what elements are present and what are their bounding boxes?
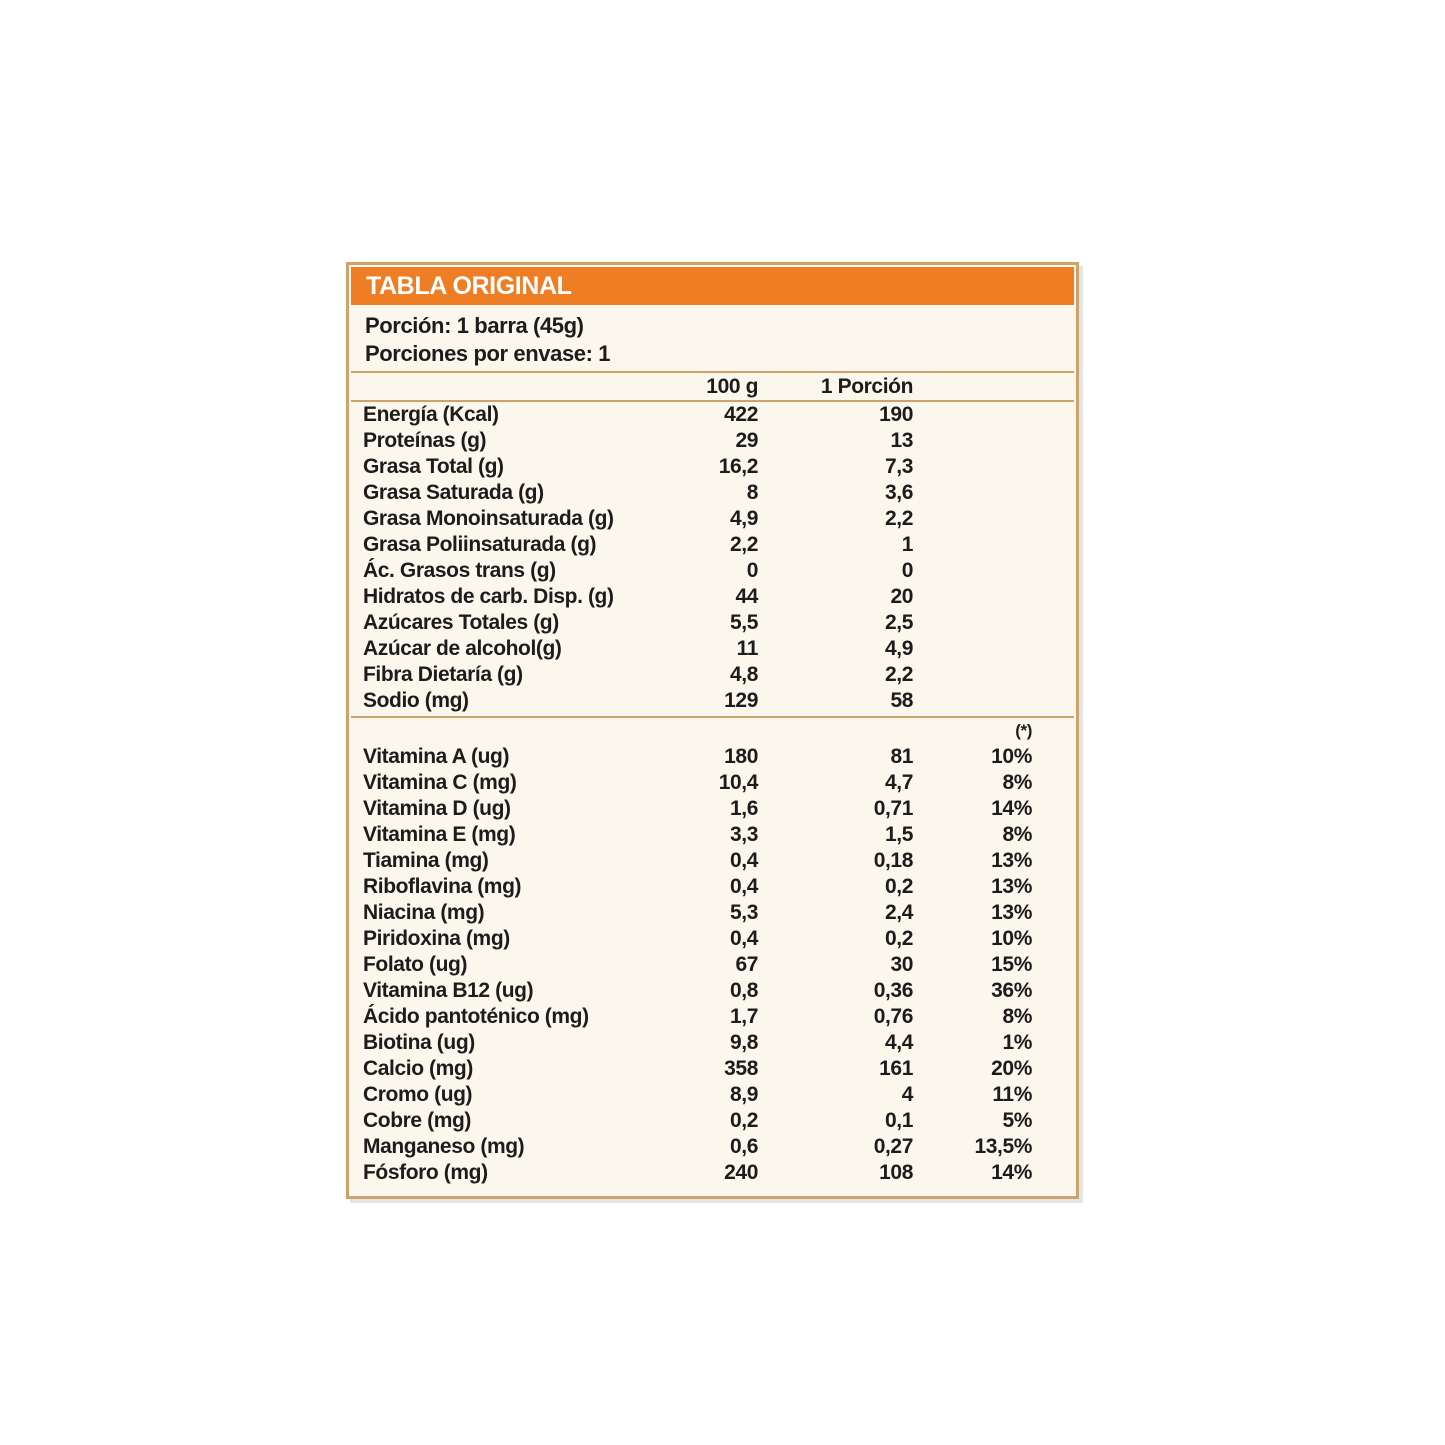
row-value-porcion: 1	[901, 533, 913, 556]
row-label: Riboflavina (mg)	[363, 875, 522, 898]
table-row	[351, 952, 1074, 978]
row-value-porcion: 20	[890, 585, 913, 608]
row-value-100g: 44	[735, 585, 758, 608]
daily-value-marker: (*)	[1015, 721, 1032, 740]
daily-value-marker-row	[351, 718, 1074, 744]
row-value-porcion: 0,27	[873, 1135, 913, 1158]
table-row	[351, 454, 1074, 480]
table-row	[351, 506, 1074, 532]
row-value-100g: 5,3	[730, 901, 758, 924]
row-value-pct: 13,5%	[974, 1135, 1032, 1158]
row-value-100g: 180	[724, 745, 758, 768]
row-value-porcion: 2,2	[885, 663, 913, 686]
row-label: Proteínas (g)	[363, 429, 487, 452]
row-label: Grasa Monoinsaturada (g)	[363, 507, 614, 530]
row-value-pct: 14%	[991, 797, 1032, 820]
row-value-porcion: 7,3	[885, 455, 913, 478]
row-value-pct: 14%	[991, 1161, 1032, 1184]
row-value-porcion: 13	[890, 429, 913, 452]
row-label: Vitamina B12 (ug)	[363, 979, 534, 1002]
row-value-porcion: 190	[879, 403, 913, 426]
table-row	[351, 662, 1074, 688]
row-label: Folato (ug)	[363, 953, 468, 976]
table-row	[351, 1056, 1074, 1082]
row-value-porcion: 4	[901, 1083, 913, 1106]
row-value-100g: 10,4	[718, 771, 758, 794]
row-label: Grasa Poliinsaturada (g)	[363, 533, 597, 556]
row-label: Ácido pantoténico (mg)	[363, 1005, 589, 1028]
row-value-porcion: 1,5	[885, 823, 913, 846]
servings-per-pack-line	[365, 340, 1074, 368]
row-value-100g: 0	[746, 559, 758, 582]
row-value-pct: 36%	[991, 979, 1032, 1002]
row-label: Hidratos de carb. Disp. (g)	[363, 585, 614, 608]
row-value-porcion: 0,36	[873, 979, 913, 1002]
row-value-pct: 8%	[1002, 823, 1032, 846]
row-label: Tiamina (mg)	[363, 849, 489, 872]
table-row	[351, 900, 1074, 926]
row-value-porcion: 0,76	[873, 1005, 913, 1028]
row-value-porcion: 0,71	[873, 797, 913, 820]
row-value-100g: 0,4	[730, 875, 758, 898]
row-value-100g: 129	[724, 689, 758, 712]
column-header-row	[351, 371, 1074, 402]
table-row	[351, 822, 1074, 848]
row-label: Biotina (ug)	[363, 1031, 475, 1054]
table-row	[351, 688, 1074, 714]
table-row	[351, 978, 1074, 1004]
table-row	[351, 926, 1074, 952]
row-value-100g: 1,6	[730, 797, 758, 820]
row-value-pct: 13%	[991, 901, 1032, 924]
row-value-porcion: 0,18	[873, 849, 913, 872]
row-value-porcion: 30	[890, 953, 913, 976]
row-value-100g: 0,4	[730, 927, 758, 950]
servings-per-pack-value: 1	[598, 341, 611, 366]
serving-size-value: 1 barra (45g)	[456, 313, 584, 338]
row-label: Ác. Grasos trans (g)	[363, 559, 556, 582]
row-value-100g: 0,4	[730, 849, 758, 872]
row-label: Vitamina E (mg)	[363, 823, 516, 846]
table-row	[351, 874, 1074, 900]
row-value-porcion: 2,4	[885, 901, 913, 924]
micronutrient-rows-section	[351, 744, 1074, 1186]
row-value-pct: 11%	[992, 1083, 1032, 1106]
row-value-porcion: 2,2	[885, 507, 913, 530]
row-value-100g: 358	[724, 1057, 758, 1080]
row-value-porcion: 81	[890, 745, 913, 768]
row-value-100g: 8,9	[730, 1083, 758, 1106]
row-value-100g: 8	[746, 481, 758, 504]
row-value-100g: 67	[735, 953, 758, 976]
table-row	[351, 796, 1074, 822]
row-label: Cromo (ug)	[363, 1083, 473, 1106]
table-row	[351, 770, 1074, 796]
row-value-100g: 2,2	[730, 533, 758, 556]
row-label: Calcio (mg)	[363, 1057, 473, 1080]
row-value-pct: 5%	[1002, 1109, 1032, 1132]
row-value-100g: 5,5	[730, 611, 758, 634]
table-row	[351, 532, 1074, 558]
row-label: Grasa Saturada (g)	[363, 481, 544, 504]
row-value-100g: 4,9	[730, 507, 758, 530]
row-value-porcion: 0,1	[885, 1109, 913, 1132]
row-label: Grasa Total (g)	[363, 455, 504, 478]
table-row	[351, 428, 1074, 454]
table-row	[351, 402, 1074, 428]
servings-per-pack-label: Porciones por envase:	[365, 341, 593, 366]
table-row	[351, 480, 1074, 506]
table-row	[351, 1108, 1074, 1134]
row-value-porcion: 2,5	[885, 611, 913, 634]
row-value-pct: 13%	[991, 849, 1032, 872]
row-value-porcion: 4,9	[885, 637, 913, 660]
table-row	[351, 636, 1074, 662]
row-label: Azúcares Totales (g)	[363, 611, 559, 634]
table-row	[351, 1004, 1074, 1030]
row-value-porcion: 58	[890, 689, 913, 712]
row-value-pct: 8%	[1002, 771, 1032, 794]
table-title-bar	[351, 267, 1074, 305]
column-header-porcion: 1 Porción	[820, 374, 913, 398]
serving-size-line	[365, 312, 1074, 340]
row-value-pct: 1%	[1002, 1031, 1032, 1054]
row-label: Fibra Dietaría (g)	[363, 663, 523, 686]
row-value-100g: 1,7	[730, 1005, 758, 1028]
row-value-porcion: 161	[879, 1057, 913, 1080]
row-label: Fósforo (mg)	[363, 1161, 488, 1184]
table-row	[351, 1134, 1074, 1160]
row-value-100g: 29	[735, 429, 758, 452]
table-row	[351, 610, 1074, 636]
table-row	[351, 558, 1074, 584]
table-row	[351, 848, 1074, 874]
row-value-100g: 422	[724, 403, 758, 426]
table-row	[351, 584, 1074, 610]
column-header-100g: 100 g	[706, 374, 758, 398]
row-value-porcion: 3,6	[885, 481, 913, 504]
table-row	[351, 1160, 1074, 1186]
row-value-porcion: 4,7	[885, 771, 913, 794]
table-row	[351, 744, 1074, 770]
nutrition-facts-table	[346, 262, 1079, 1199]
serving-info-section	[351, 305, 1074, 371]
row-value-porcion: 108	[879, 1161, 913, 1184]
row-value-pct: 15%	[991, 953, 1032, 976]
row-label: Vitamina C (mg)	[363, 771, 517, 794]
row-value-100g: 16,2	[718, 455, 758, 478]
row-value-pct: 20%	[991, 1057, 1032, 1080]
row-label: Manganeso (mg)	[363, 1135, 525, 1158]
row-value-100g: 0,8	[730, 979, 758, 1002]
row-value-pct: 13%	[991, 875, 1032, 898]
table-row	[351, 1030, 1074, 1056]
macronutrient-rows-section	[351, 402, 1074, 714]
row-label: Piridoxina (mg)	[363, 927, 510, 950]
row-label: Vitamina D (ug)	[363, 797, 511, 820]
row-label: Niacina (mg)	[363, 901, 485, 924]
table-row	[351, 1082, 1074, 1108]
row-value-pct: 8%	[1002, 1005, 1032, 1028]
row-label: Vitamina A (ug)	[363, 745, 510, 768]
row-value-100g: 3,3	[730, 823, 758, 846]
row-value-pct: 10%	[991, 927, 1032, 950]
row-value-100g: 11	[736, 637, 758, 660]
row-label: Energía (Kcal)	[363, 403, 499, 426]
row-value-100g: 9,8	[730, 1031, 758, 1054]
row-label: Cobre (mg)	[363, 1109, 471, 1132]
row-value-porcion: 0	[901, 559, 913, 582]
row-value-100g: 0,2	[730, 1109, 758, 1132]
serving-size-label: Porción:	[365, 313, 452, 338]
row-value-porcion: 0,2	[885, 875, 913, 898]
row-value-100g: 4,8	[730, 663, 758, 686]
row-value-porcion: 0,2	[885, 927, 913, 950]
table-title: TABLA ORIGINAL	[366, 271, 572, 300]
row-label: Azúcar de alcohol(g)	[363, 637, 562, 660]
row-label: Sodio (mg)	[363, 689, 469, 712]
row-value-porcion: 4,4	[885, 1031, 913, 1054]
row-value-pct: 10%	[991, 745, 1032, 768]
row-value-100g: 0,6	[730, 1135, 758, 1158]
row-value-100g: 240	[724, 1161, 758, 1184]
